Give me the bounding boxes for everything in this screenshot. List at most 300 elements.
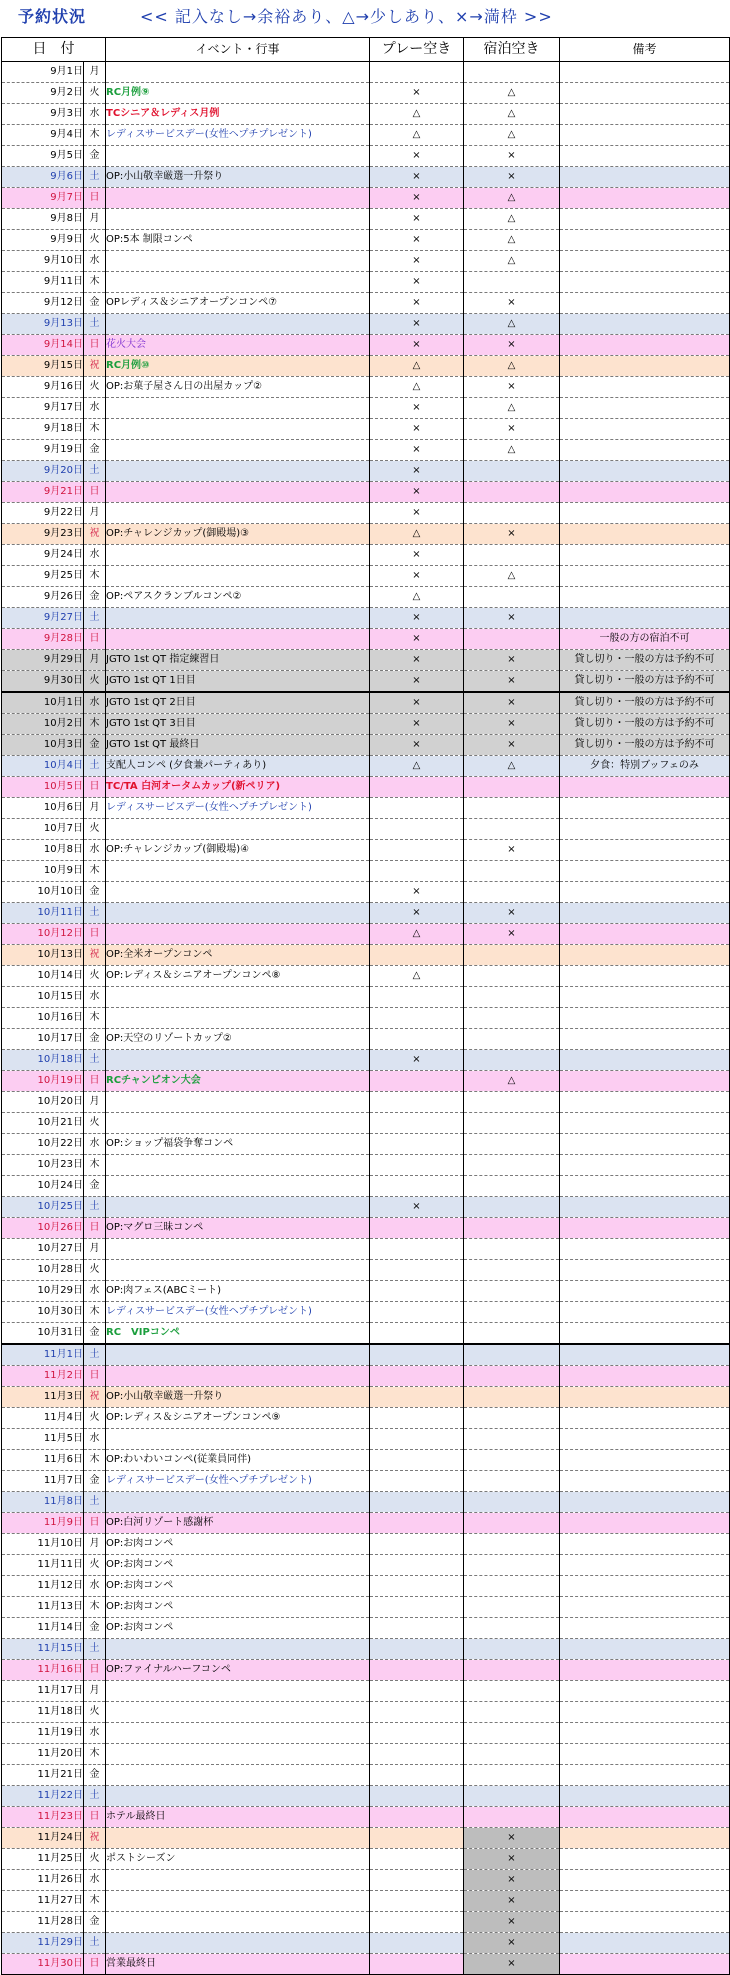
date-cell: 10月3日: [2, 735, 84, 756]
stay-availability-cell: [464, 1576, 560, 1597]
play-availability-cell: [370, 1492, 464, 1513]
notes-cell: [560, 146, 730, 167]
table-row: [2, 230, 730, 251]
table-row: [2, 882, 730, 903]
weekday-cell: 日: [84, 1071, 106, 1092]
table-row: [2, 608, 730, 629]
play-availability-cell: ×: [370, 167, 464, 188]
play-availability-cell: △: [370, 125, 464, 146]
stay-availability-cell: [464, 1597, 560, 1618]
play-availability-cell: ×: [370, 735, 464, 756]
event-cell: OP:マグロ三昧コンペ: [106, 1218, 370, 1239]
notes-cell: [560, 293, 730, 314]
event-cell: [106, 1366, 370, 1387]
notes-cell: [560, 1492, 730, 1513]
event-cell: [106, 1723, 370, 1744]
date-cell: 9月13日: [2, 314, 84, 335]
table-row: [2, 1828, 730, 1849]
event-cell: OP:天空のリゾートカップ②: [106, 1029, 370, 1050]
table-row: [2, 1092, 730, 1113]
play-availability-cell: ×: [370, 903, 464, 924]
event-cell: [106, 1765, 370, 1786]
table-row: [2, 819, 730, 840]
table-row: [2, 1492, 730, 1513]
weekday-cell: 火: [84, 966, 106, 987]
date-cell: 10月5日: [2, 777, 84, 798]
weekday-cell: 日: [84, 1660, 106, 1681]
notes-cell: [560, 62, 730, 83]
date-cell: 9月1日: [2, 62, 84, 83]
event-cell: OP:小山敬幸厳選一升祭り: [106, 167, 370, 188]
stay-availability-cell: [464, 1281, 560, 1302]
date-cell: 9月5日: [2, 146, 84, 167]
legend-text: << 記入なし→余裕あり、△→少しあり、×→満枠 >>: [140, 7, 553, 26]
table-row: [2, 1597, 730, 1618]
event-cell: JGTO 1st QT 3日目: [106, 714, 370, 735]
weekday-cell: 金: [84, 587, 106, 608]
table-row: [2, 1555, 730, 1576]
event-cell: [106, 882, 370, 903]
table-row: [2, 524, 730, 545]
weekday-cell: 火: [84, 819, 106, 840]
weekday-cell: 日: [84, 1513, 106, 1534]
date-cell: 11月22日: [2, 1786, 84, 1807]
stay-availability-cell: △: [464, 188, 560, 209]
weekday-cell: 金: [84, 882, 106, 903]
event-cell: OP:レディス＆シニアオープンコンペ⑨: [106, 1408, 370, 1429]
play-availability-cell: [370, 1387, 464, 1408]
table-row: [2, 671, 730, 693]
event-cell: [106, 1744, 370, 1765]
weekday-cell: 月: [84, 503, 106, 524]
weekday-cell: 水: [84, 545, 106, 566]
notes-cell: [560, 1239, 730, 1260]
date-cell: 9月17日: [2, 398, 84, 419]
notes-cell: [560, 1134, 730, 1155]
weekday-cell: 水: [84, 398, 106, 419]
reservation-table: [1, 37, 730, 1975]
notes-cell: [560, 335, 730, 356]
play-availability-cell: △: [370, 377, 464, 398]
play-availability-cell: [370, 1723, 464, 1744]
event-cell: [106, 1933, 370, 1954]
weekday-cell: 土: [84, 167, 106, 188]
table-row: [2, 1260, 730, 1281]
notes-cell: 貸し切り・一般の方は予約不可: [560, 735, 730, 756]
table-row: [2, 1744, 730, 1765]
weekday-cell: 水: [84, 1576, 106, 1597]
weekday-cell: 木: [84, 1450, 106, 1471]
weekday-cell: 土: [84, 1786, 106, 1807]
weekday-cell: 土: [84, 1492, 106, 1513]
table-row: [2, 167, 730, 188]
stay-availability-cell: [464, 629, 560, 650]
stay-availability-cell: △: [464, 356, 560, 377]
weekday-cell: 水: [84, 1134, 106, 1155]
weekday-cell: 土: [84, 1197, 106, 1218]
weekday-cell: 火: [84, 377, 106, 398]
notes-cell: [560, 1534, 730, 1555]
weekday-cell: 祝: [84, 524, 106, 545]
stay-availability-cell: [464, 1681, 560, 1702]
weekday-cell: 水: [84, 692, 106, 714]
table-row: [2, 1218, 730, 1239]
play-availability-cell: ×: [370, 650, 464, 671]
date-cell: 9月28日: [2, 629, 84, 650]
stay-availability-cell: [464, 1155, 560, 1176]
date-cell: 11月18日: [2, 1702, 84, 1723]
date-cell: 9月12日: [2, 293, 84, 314]
date-cell: 9月10日: [2, 251, 84, 272]
notes-cell: [560, 1765, 730, 1786]
stay-availability-cell: [464, 272, 560, 293]
stay-availability-cell: ×: [464, 671, 560, 693]
table-row: [2, 1429, 730, 1450]
notes-cell: [560, 882, 730, 903]
stay-availability-cell: ×: [464, 692, 560, 714]
weekday-cell: 木: [84, 566, 106, 587]
notes-cell: 貸し切り・一般の方は予約不可: [560, 714, 730, 735]
date-cell: 10月18日: [2, 1050, 84, 1071]
stay-availability-cell: [464, 1092, 560, 1113]
date-cell: 11月10日: [2, 1534, 84, 1555]
date-cell: 10月31日: [2, 1323, 84, 1345]
notes-cell: [560, 777, 730, 798]
notes-cell: 貸し切り・一般の方は予約不可: [560, 692, 730, 714]
stay-availability-cell: [464, 1302, 560, 1323]
play-availability-cell: △: [370, 924, 464, 945]
weekday-cell: 土: [84, 1933, 106, 1954]
event-cell: [106, 1870, 370, 1891]
table-row: [2, 461, 730, 482]
play-availability-cell: [370, 1008, 464, 1029]
notes-cell: [560, 1828, 730, 1849]
stay-availability-cell: ×: [464, 167, 560, 188]
date-cell: 9月9日: [2, 230, 84, 251]
notes-cell: [560, 104, 730, 125]
weekday-cell: 日: [84, 188, 106, 209]
weekday-cell: 金: [84, 1912, 106, 1933]
stay-availability-cell: [464, 1513, 560, 1534]
date-cell: 10月15日: [2, 987, 84, 1008]
notes-cell: [560, 1933, 730, 1954]
stay-availability-cell: [464, 861, 560, 882]
play-availability-cell: [370, 1765, 464, 1786]
stay-availability-cell: [464, 987, 560, 1008]
notes-cell: [560, 1408, 730, 1429]
event-cell: [106, 819, 370, 840]
stay-availability-cell: [464, 1050, 560, 1071]
table-row: [2, 777, 730, 798]
table-row: [2, 1050, 730, 1071]
play-availability-cell: [370, 1534, 464, 1555]
stay-availability-cell: △: [464, 104, 560, 125]
play-availability-cell: [370, 1702, 464, 1723]
play-availability-cell: [370, 1786, 464, 1807]
date-cell: 11月2日: [2, 1366, 84, 1387]
notes-cell: [560, 861, 730, 882]
table-row: [2, 1471, 730, 1492]
weekday-cell: 火: [84, 1555, 106, 1576]
stay-availability-cell: [464, 1008, 560, 1029]
date-cell: 10月6日: [2, 798, 84, 819]
event-cell: RCチャンピオン大会: [106, 1071, 370, 1092]
date-cell: 11月8日: [2, 1492, 84, 1513]
stay-availability-cell: [464, 461, 560, 482]
notes-cell: [560, 1912, 730, 1933]
weekday-cell: 日: [84, 777, 106, 798]
date-cell: 10月14日: [2, 966, 84, 987]
notes-cell: [560, 1891, 730, 1912]
notes-cell: [560, 819, 730, 840]
table-row: [2, 1786, 730, 1807]
date-cell: 11月15日: [2, 1639, 84, 1660]
play-availability-cell: △: [370, 104, 464, 125]
notes-cell: [560, 1786, 730, 1807]
stay-availability-cell: [464, 1660, 560, 1681]
stay-availability-cell: [464, 882, 560, 903]
weekday-cell: 金: [84, 440, 106, 461]
weekday-cell: 月: [84, 1092, 106, 1113]
event-cell: [106, 1344, 370, 1366]
weekday-cell: 水: [84, 1281, 106, 1302]
page-title: 予約状況: [18, 7, 87, 26]
table-row: [2, 314, 730, 335]
event-cell: レディスサービスデー(女性ヘプチプレゼント): [106, 1471, 370, 1492]
date-cell: 10月25日: [2, 1197, 84, 1218]
date-cell: 10月8日: [2, 840, 84, 861]
event-cell: OP:5本 制限コンペ: [106, 230, 370, 251]
event-cell: [106, 566, 370, 587]
play-availability-cell: ×: [370, 251, 464, 272]
event-cell: [106, 1702, 370, 1723]
event-cell: [106, 482, 370, 503]
table-row: [2, 251, 730, 272]
event-cell: OP:お肉コンペ: [106, 1597, 370, 1618]
event-cell: JGTO 1st QT 指定練習日: [106, 650, 370, 671]
play-availability-cell: [370, 1912, 464, 1933]
date-cell: 10月28日: [2, 1260, 84, 1281]
table-row: [2, 1387, 730, 1408]
table-row: [2, 1302, 730, 1323]
table-row: [2, 1113, 730, 1134]
weekday-cell: 金: [84, 1471, 106, 1492]
play-availability-cell: ×: [370, 692, 464, 714]
table-row: [2, 1534, 730, 1555]
date-cell: 11月23日: [2, 1807, 84, 1828]
play-availability-cell: △: [370, 966, 464, 987]
date-cell: 10月29日: [2, 1281, 84, 1302]
notes-cell: [560, 1807, 730, 1828]
stay-availability-cell: △: [464, 1071, 560, 1092]
weekday-cell: 火: [84, 83, 106, 104]
stay-availability-cell: [464, 1450, 560, 1471]
notes-cell: [560, 209, 730, 230]
event-cell: [106, 209, 370, 230]
weekday-cell: 金: [84, 735, 106, 756]
date-cell: 10月9日: [2, 861, 84, 882]
play-availability-cell: ×: [370, 230, 464, 251]
table-row: [2, 419, 730, 440]
weekday-cell: 火: [84, 671, 106, 693]
event-cell: [106, 1891, 370, 1912]
event-cell: レディスサービスデー(女性ヘプチプレゼント): [106, 798, 370, 819]
stay-availability-cell: △: [464, 251, 560, 272]
notes-cell: [560, 1029, 730, 1050]
play-availability-cell: [370, 1618, 464, 1639]
play-availability-cell: [370, 1891, 464, 1912]
play-availability-cell: [370, 1071, 464, 1092]
table-header-row: [2, 38, 730, 62]
date-cell: 11月11日: [2, 1555, 84, 1576]
play-availability-cell: ×: [370, 335, 464, 356]
notes-cell: [560, 1513, 730, 1534]
notes-cell: [560, 83, 730, 104]
column-header-notes: 備考: [560, 38, 730, 62]
stay-availability-cell: ×: [464, 1849, 560, 1870]
weekday-cell: 金: [84, 1029, 106, 1050]
stay-availability-cell: △: [464, 566, 560, 587]
play-availability-cell: [370, 1134, 464, 1155]
table-row: [2, 1954, 730, 1975]
stay-availability-cell: △: [464, 230, 560, 251]
date-cell: 11月5日: [2, 1429, 84, 1450]
play-availability-cell: ×: [370, 671, 464, 693]
date-cell: 9月30日: [2, 671, 84, 693]
event-cell: [106, 1260, 370, 1281]
notes-cell: 貸し切り・一般の方は予約不可: [560, 671, 730, 693]
date-cell: 10月10日: [2, 882, 84, 903]
play-availability-cell: [370, 861, 464, 882]
date-cell: 9月24日: [2, 545, 84, 566]
table-row: [2, 1618, 730, 1639]
event-cell: [106, 608, 370, 629]
event-cell: OP:小山敬幸厳選一升祭り: [106, 1387, 370, 1408]
date-cell: 10月22日: [2, 1134, 84, 1155]
table-row: [2, 209, 730, 230]
play-availability-cell: [370, 1639, 464, 1660]
notes-cell: [560, 987, 730, 1008]
table-row: [2, 1807, 730, 1828]
notes-cell: [560, 314, 730, 335]
weekday-cell: 木: [84, 1155, 106, 1176]
play-availability-cell: ×: [370, 545, 464, 566]
play-availability-cell: [370, 798, 464, 819]
notes-cell: [560, 461, 730, 482]
table-row: [2, 356, 730, 377]
notes-cell: [560, 440, 730, 461]
notes-cell: [560, 608, 730, 629]
table-row: [2, 1681, 730, 1702]
event-cell: [106, 62, 370, 83]
date-cell: 10月2日: [2, 714, 84, 735]
table-row: [2, 62, 730, 83]
weekday-cell: 祝: [84, 356, 106, 377]
notes-cell: [560, 1113, 730, 1134]
date-cell: 11月6日: [2, 1450, 84, 1471]
weekday-cell: 火: [84, 1702, 106, 1723]
weekday-cell: 月: [84, 1239, 106, 1260]
play-availability-cell: ×: [370, 629, 464, 650]
stay-availability-cell: [464, 1218, 560, 1239]
play-availability-cell: ×: [370, 398, 464, 419]
weekday-cell: 水: [84, 1429, 106, 1450]
weekday-cell: 木: [84, 272, 106, 293]
event-cell: [106, 1639, 370, 1660]
play-availability-cell: [370, 1555, 464, 1576]
notes-cell: [560, 903, 730, 924]
weekday-cell: 祝: [84, 1387, 106, 1408]
event-cell: 営業最終日: [106, 1954, 370, 1975]
stay-availability-cell: ×: [464, 335, 560, 356]
weekday-cell: 火: [84, 1113, 106, 1134]
event-cell: [106, 1050, 370, 1071]
column-header-play: プレー空き: [370, 38, 464, 62]
notes-cell: [560, 1576, 730, 1597]
notes-cell: [560, 188, 730, 209]
date-cell: 10月21日: [2, 1113, 84, 1134]
table-row: [2, 966, 730, 987]
weekday-cell: 火: [84, 1849, 106, 1870]
notes-cell: [560, 230, 730, 251]
play-availability-cell: [370, 1870, 464, 1891]
play-availability-cell: [370, 840, 464, 861]
table-row: [2, 903, 730, 924]
weekday-cell: 土: [84, 461, 106, 482]
weekday-cell: 木: [84, 125, 106, 146]
play-availability-cell: [370, 1681, 464, 1702]
weekday-cell: 水: [84, 1870, 106, 1891]
play-availability-cell: [370, 1344, 464, 1366]
date-cell: 11月4日: [2, 1408, 84, 1429]
table-row: [2, 1660, 730, 1681]
date-cell: 9月25日: [2, 566, 84, 587]
weekday-cell: 日: [84, 482, 106, 503]
date-cell: 11月3日: [2, 1387, 84, 1408]
event-cell: [106, 1155, 370, 1176]
notes-cell: [560, 1450, 730, 1471]
stay-availability-cell: [464, 1765, 560, 1786]
column-header-date: 日 付: [2, 38, 106, 62]
play-availability-cell: [370, 1260, 464, 1281]
event-cell: [106, 503, 370, 524]
notes-cell: [560, 1302, 730, 1323]
date-cell: 10月17日: [2, 1029, 84, 1050]
event-cell: OP:レディス＆シニアオープンコンペ⑧: [106, 966, 370, 987]
stay-availability-cell: ×: [464, 714, 560, 735]
play-availability-cell: [370, 1576, 464, 1597]
date-cell: 11月30日: [2, 1954, 84, 1975]
event-cell: OP:ファイナルハーフコンペ: [106, 1660, 370, 1681]
weekday-cell: 木: [84, 419, 106, 440]
event-cell: [106, 1492, 370, 1513]
event-cell: [106, 1176, 370, 1197]
play-availability-cell: ×: [370, 419, 464, 440]
event-cell: OP:肉フェス(ABCミート): [106, 1281, 370, 1302]
event-cell: OP:チャレンジカップ(御殿場)③: [106, 524, 370, 545]
stay-availability-cell: [464, 482, 560, 503]
stay-availability-cell: ×: [464, 924, 560, 945]
notes-cell: [560, 1555, 730, 1576]
table-row: [2, 1639, 730, 1660]
stay-availability-cell: [464, 503, 560, 524]
play-availability-cell: [370, 1281, 464, 1302]
event-cell: OP:お肉コンペ: [106, 1534, 370, 1555]
table-row: [2, 1765, 730, 1786]
table-row: [2, 1513, 730, 1534]
stay-availability-cell: [464, 1723, 560, 1744]
weekday-cell: 祝: [84, 1828, 106, 1849]
